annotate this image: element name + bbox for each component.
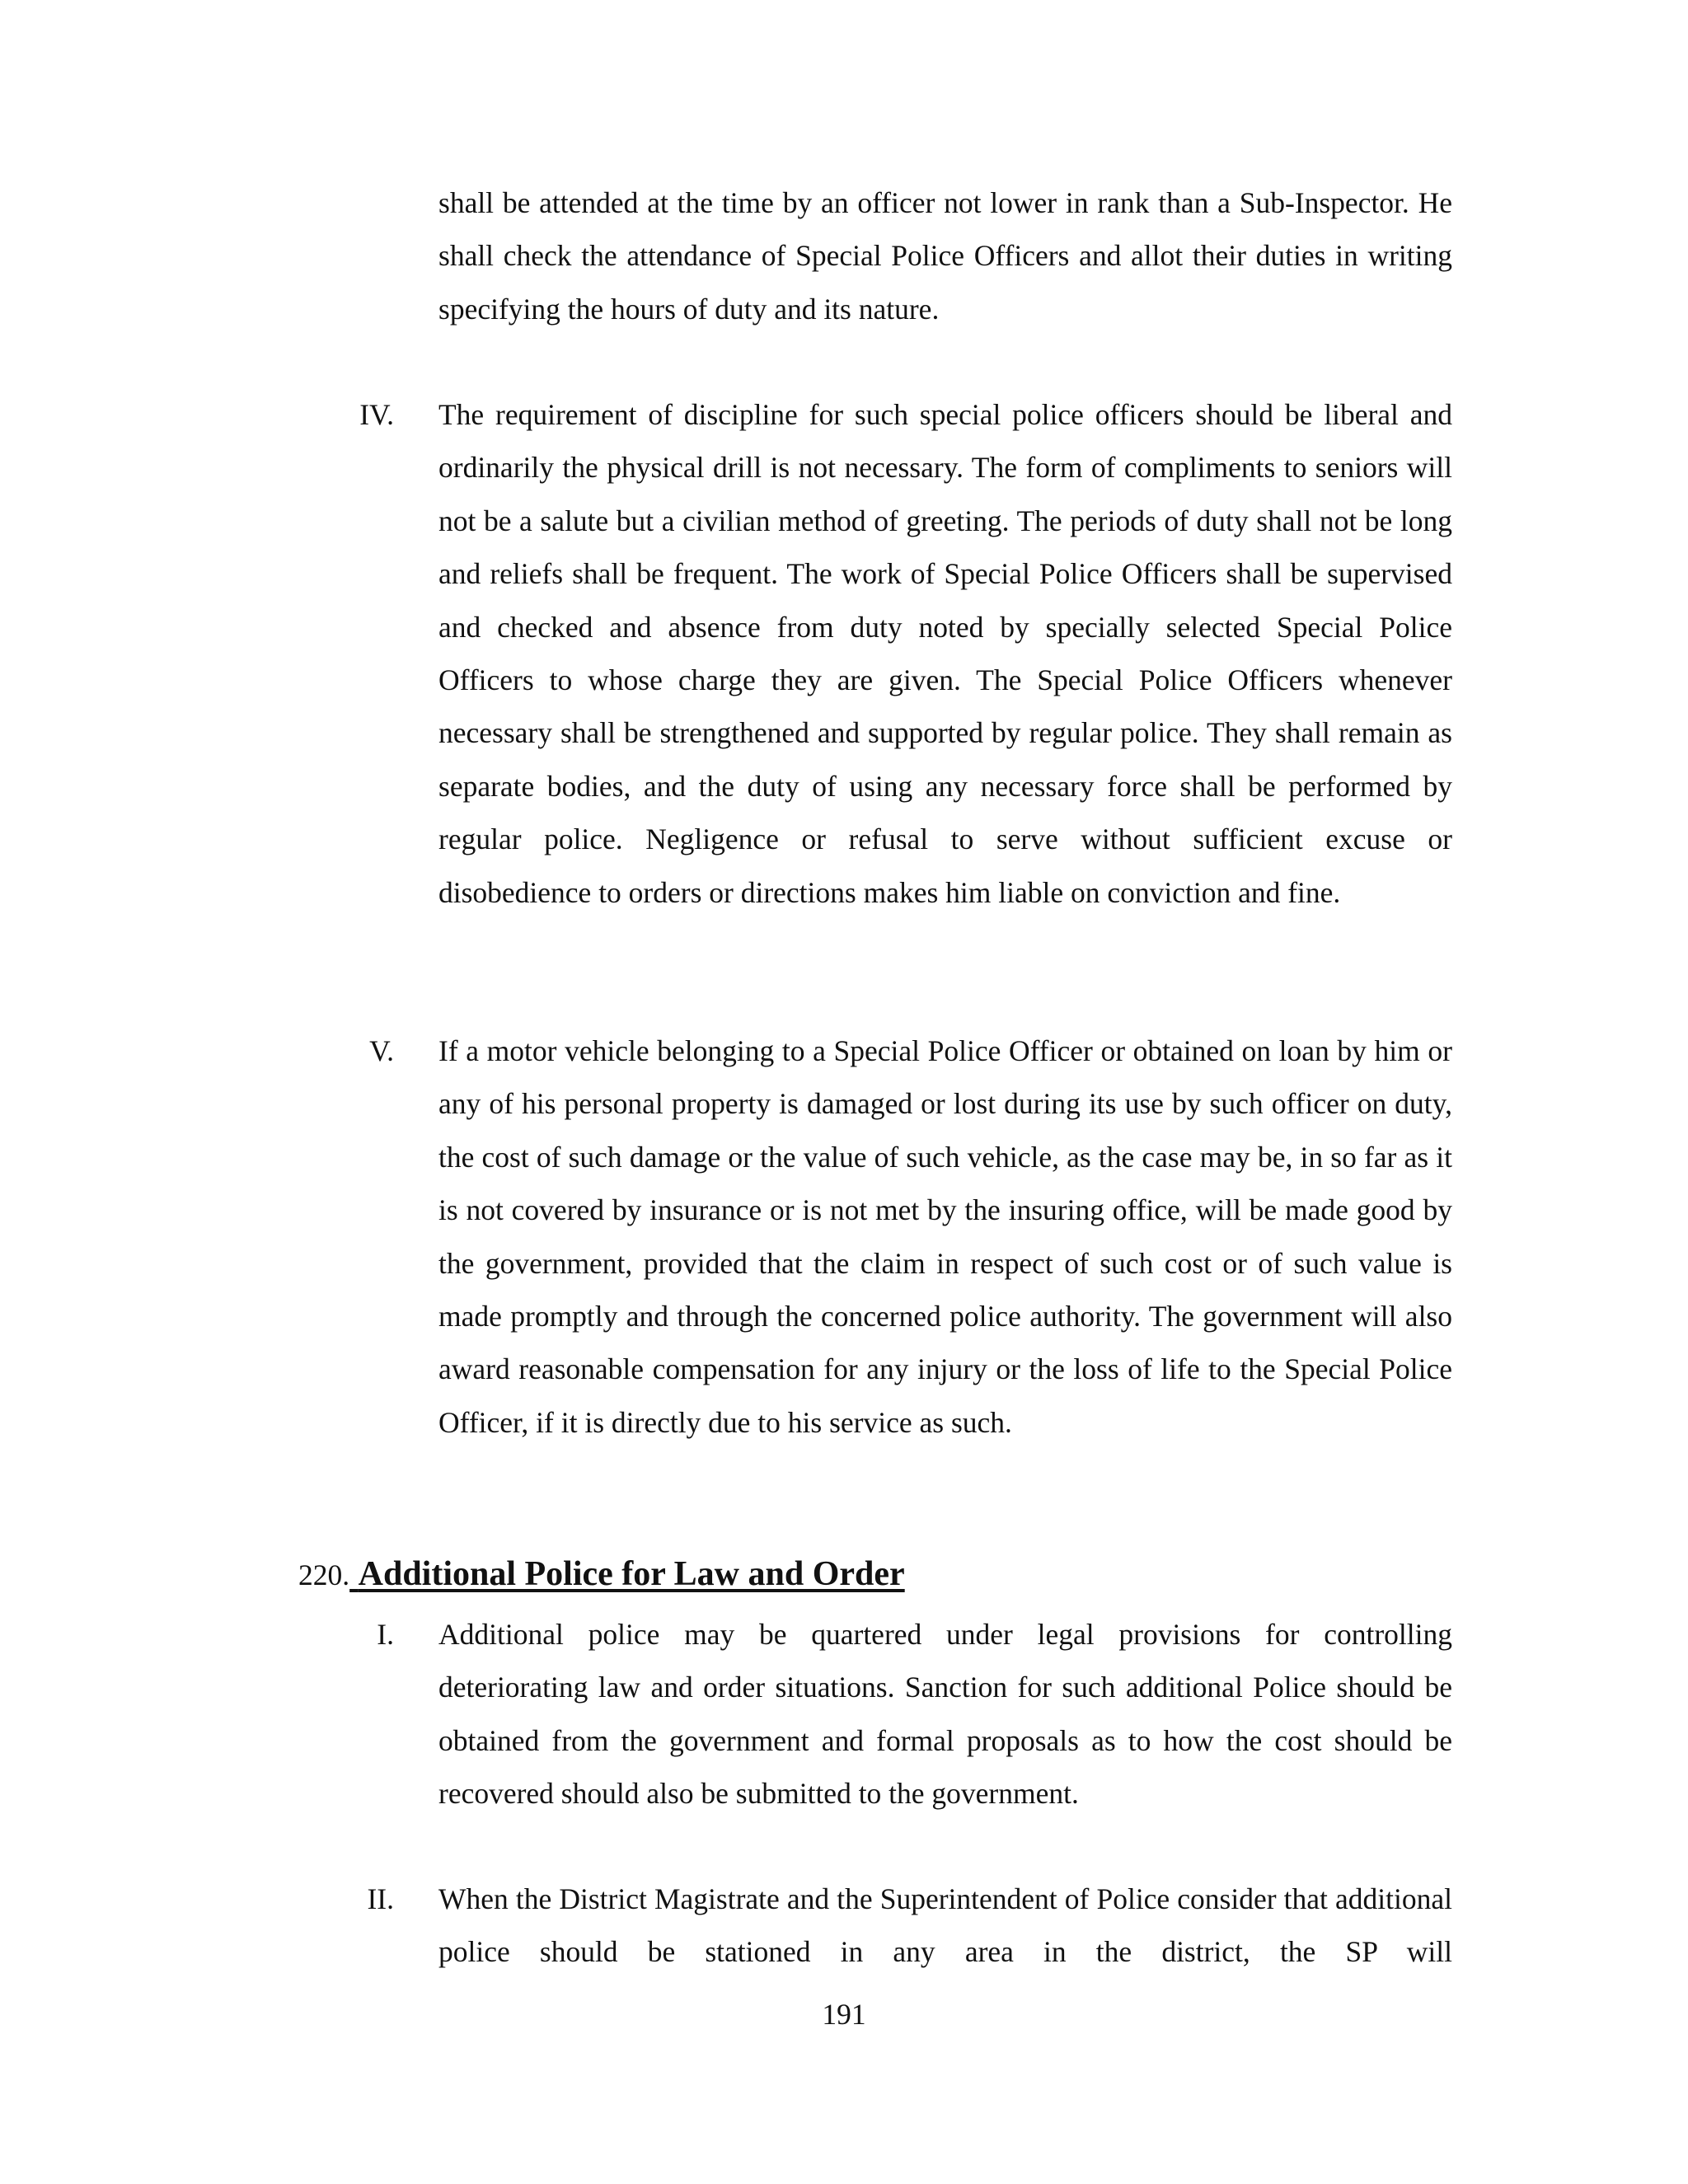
item-marker-iv: IV. — [359, 398, 394, 431]
continuation-paragraph: shall be attended at the time by an officer not lower in rank than a Sub-Inspector. He shall check the attendance of Special Police Officers and allot their duties in writing specifying the hours of duty and its nature. — [438, 186, 1452, 326]
section-number: 220. — [298, 1558, 350, 1591]
item-marker-i: I. — [377, 1618, 394, 1651]
section-title: Additional Police for Law and Order — [358, 1555, 905, 1593]
item-ii-paragraph: When the District Magistrate and the Superintendent of Police consider that additional police should be stationed in any area in the district, the SP will — [438, 1882, 1452, 1969]
item-i-paragraph: Additional police may be quartered under legal provisions for controlling deteriorating law and order situations. Sanction for such additional Police should be obtained from the government and formal proposals as to how the cost should be recovered should also be submitted to the government. — [438, 1618, 1452, 1811]
item-marker-v: V. — [369, 1034, 394, 1067]
page-number: 191 — [822, 1998, 866, 2031]
item-marker-ii: II. — [367, 1882, 394, 1915]
section-heading — [298, 1548, 905, 1601]
item-iv-paragraph: The requirement of discipline for such special police officers should be liberal and ordinarily the physical drill is not necessary. The form of compliments to seniors will not be a salute but a civilian method of greeting. The periods of duty shall not be long and reliefs shall be frequent. The work of Special Police Officers shall be supervised and checked and absence from duty noted by specially selected Special Police Officers to whose charge they are given. The Special Police Officers whenever necessary shall be strengthened and supported by regular police. They shall remain as separate bodies, and the duty of using any necessary force shall be performed by regular police. Negligence or refusal to serve without sufficient excuse or disobedience to orders or directions makes him liable on conviction and fine. — [438, 398, 1452, 909]
item-v-paragraph: If a motor vehicle belonging to a Special Police Officer or obtained on loan by him or any of his personal property is damaged or lost during its use by such officer on duty, the cost of such damage or the value of such vehicle, as the case may be, in so far as it is not covered by insurance or is not met by the insuring office, will be made good by the government, provided that the claim in respect of such cost or of such value is made promptly and through the concerned police authority. The government will also award reasonable compensation for any injury or the loss of life to the Special Police Officer, if it is directly due to his service as such. — [438, 1034, 1452, 1439]
